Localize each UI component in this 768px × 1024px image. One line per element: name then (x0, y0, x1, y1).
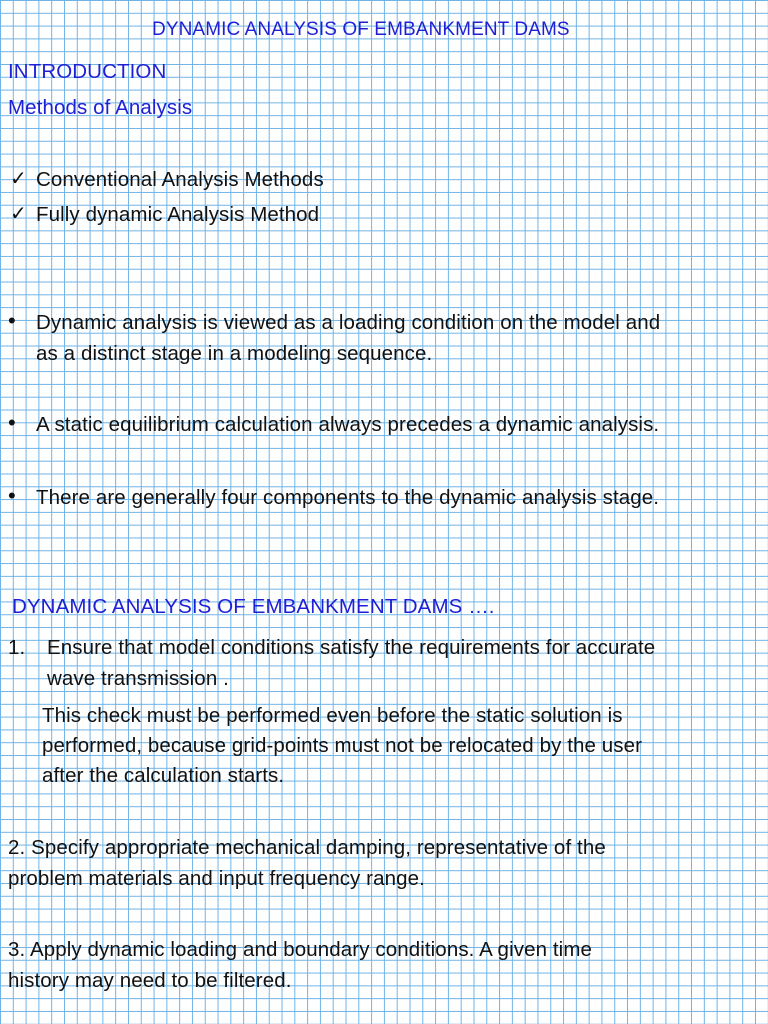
bullet-text: as a distinct stage in a modeling sequence. (36, 342, 433, 365)
step-text: 3. Apply dynamic loading and boundary conditions. A given time (8, 938, 592, 961)
bullet-text: Dynamic analysis is viewed as a loading condition on the model and (36, 311, 661, 334)
section-heading: DYNAMIC ANALYSIS OF EMBANKMENT DAMS …. (12, 595, 495, 618)
step-text: problem materials and input frequency range. (8, 867, 425, 890)
step-text: history may need to be filtered. (8, 969, 292, 992)
intro-heading: INTRODUCTION (8, 60, 167, 83)
bullet-text: A static equilibrium calculation always precedes a dynamic analysis. (36, 413, 660, 436)
step-note: after the calculation starts. (42, 764, 285, 787)
checklist-item: Conventional Analysis Methods (36, 168, 324, 191)
step-text: Ensure that model conditions satisfy the requirements for accurate (47, 636, 656, 659)
step-number: 1. (8, 636, 26, 659)
checklist-item: Fully dynamic Analysis Method (36, 203, 320, 226)
checkmark-icon: ✓ (10, 168, 27, 190)
bullet-icon: • (8, 308, 16, 333)
step-text: wave transmission . (47, 667, 229, 690)
checkmark-icon: ✓ (10, 203, 27, 225)
bullet-icon: • (8, 483, 16, 508)
page-title: DYNAMIC ANALYSIS OF EMBANKMENT DAMS (152, 19, 570, 40)
bullet-text: There are generally four components to the dynamic analysis stage. (36, 486, 660, 509)
step-text: 2. Specify appropriate mechanical damping, representative of the (8, 836, 606, 859)
step-note: performed, because grid-points must not be relocated by the user (42, 734, 643, 757)
methods-heading: Methods of Analysis (8, 96, 193, 119)
bullet-icon: • (8, 410, 16, 435)
step-note: This check must be performed even before the static solution is (42, 704, 623, 727)
